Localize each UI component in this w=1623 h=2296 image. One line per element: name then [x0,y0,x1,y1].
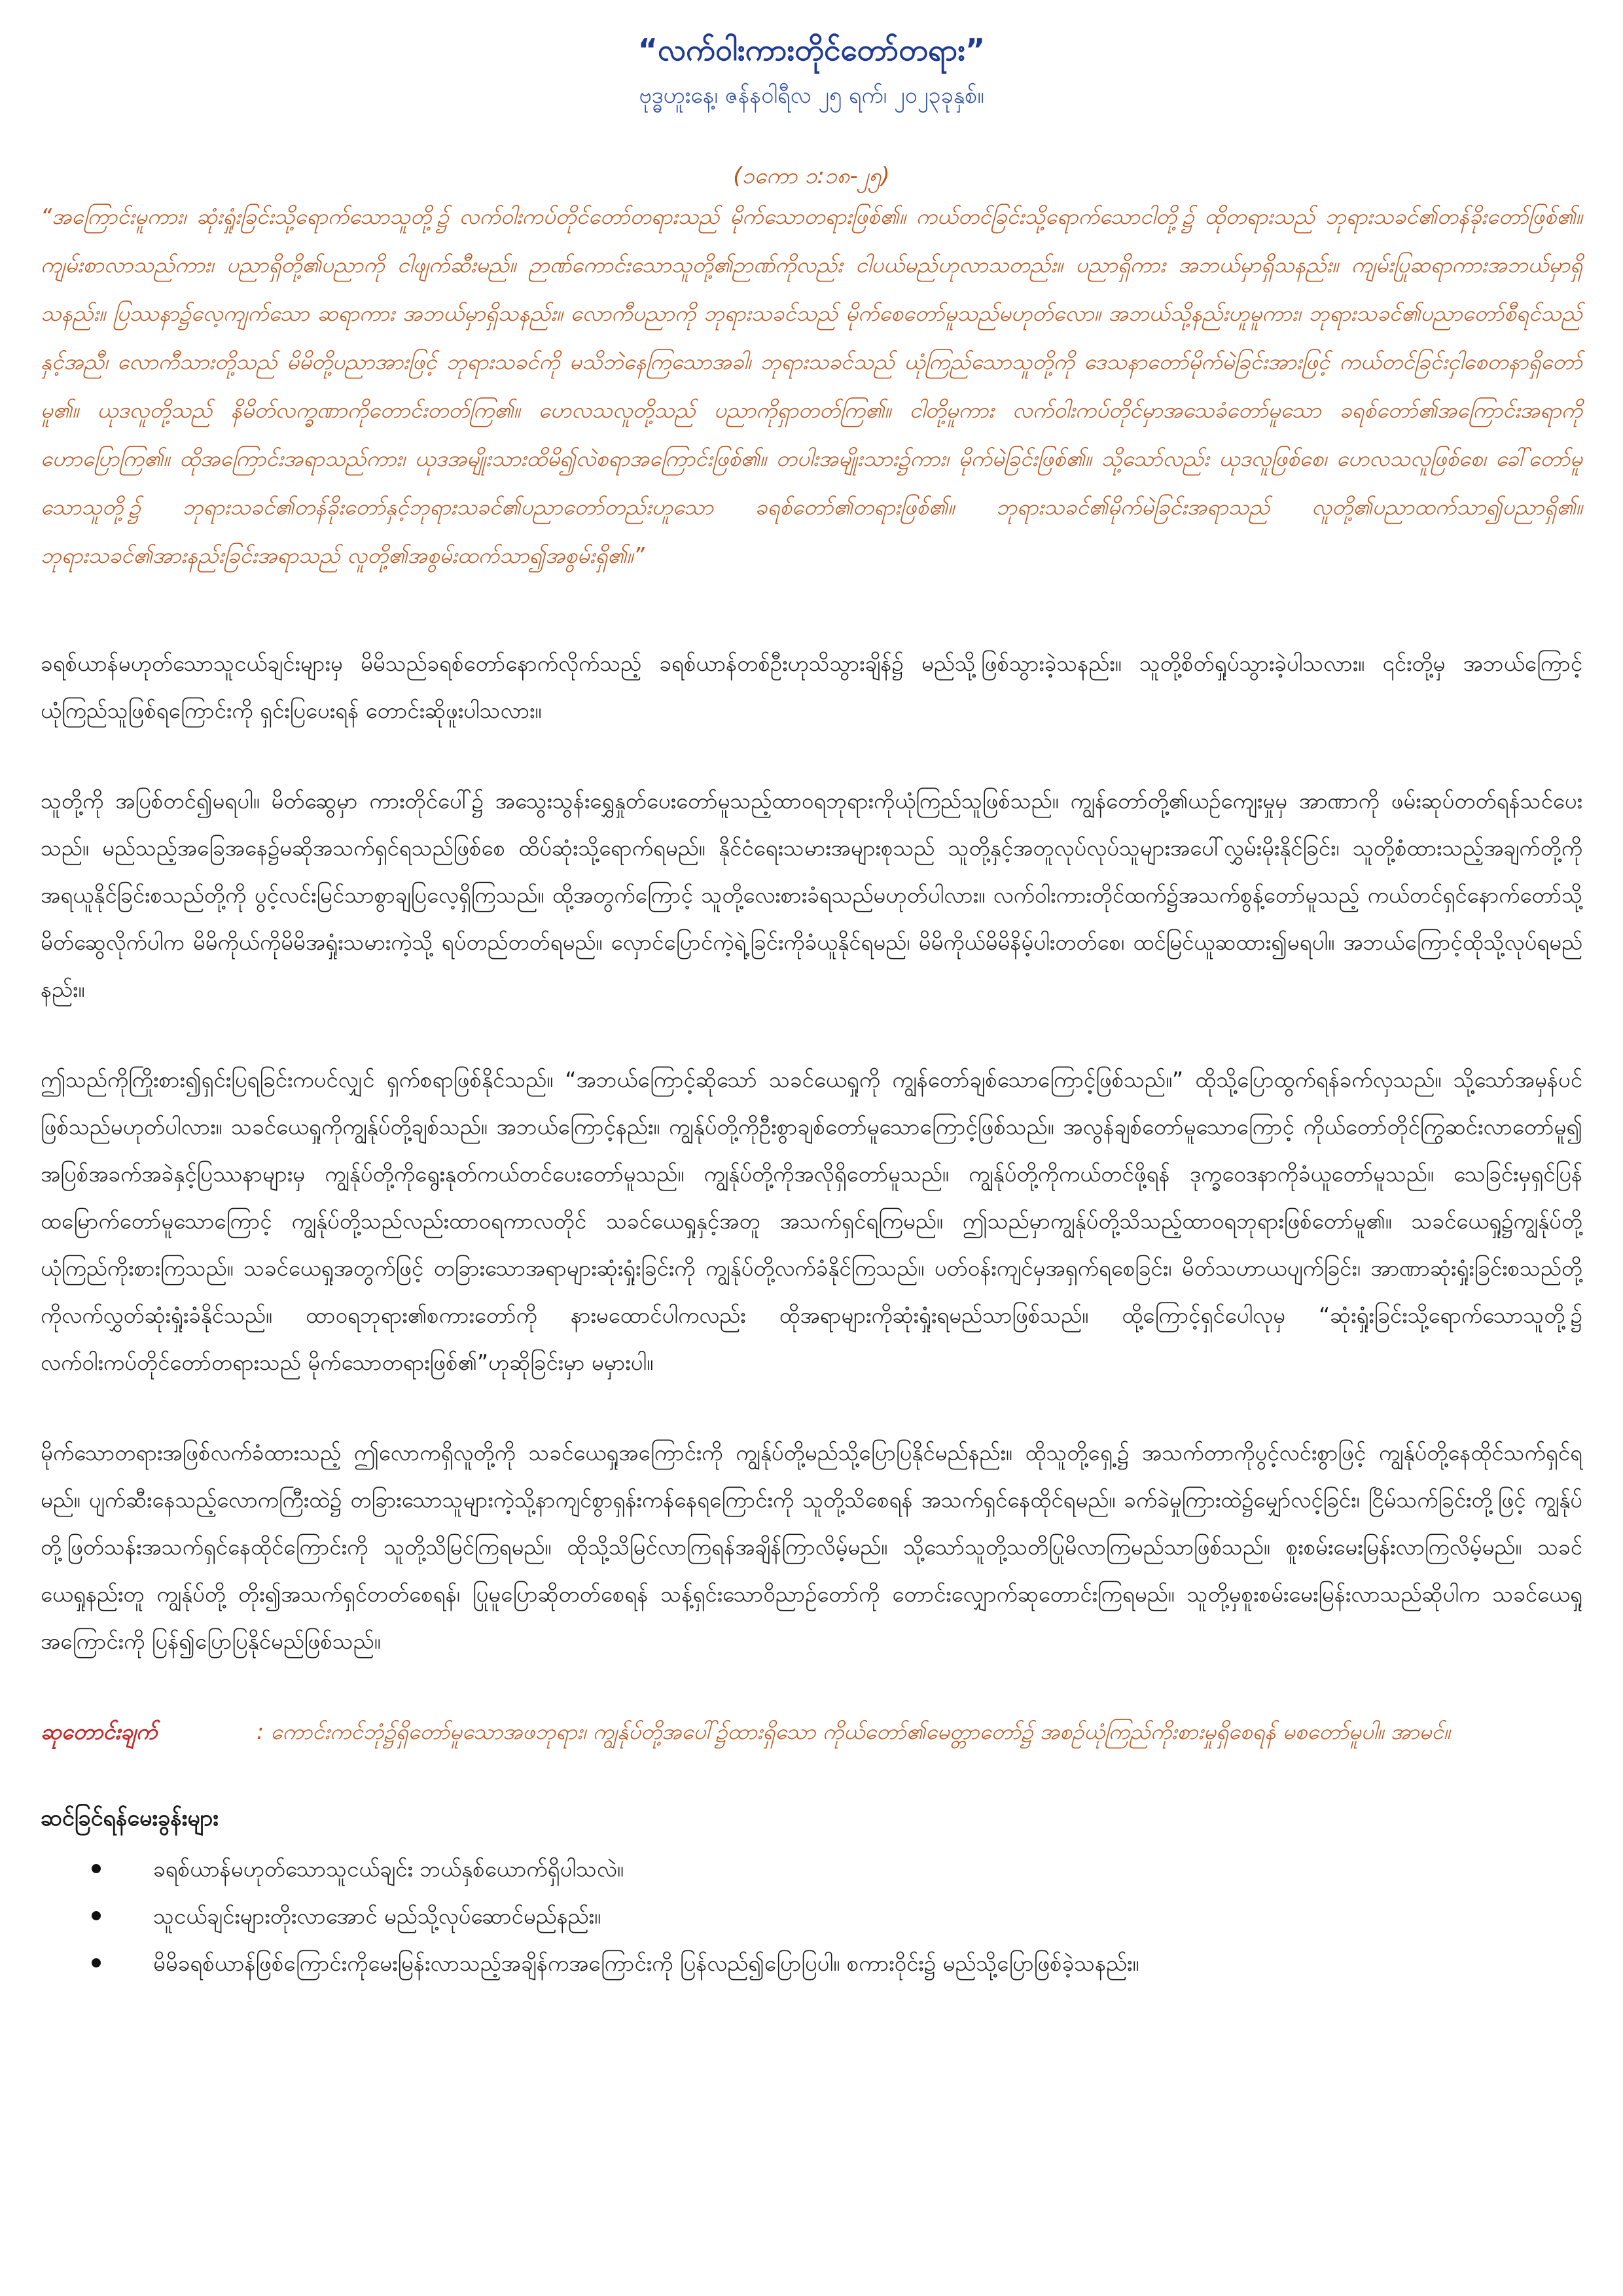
spacer [41,1386,1582,1429]
spacer [41,1755,1582,1799]
scripture-text: “အကြောင်းမူကား၊ ဆုံးရှုံးခြင်းသို့ရောက်သောသူတို့၌ လက်ဝါးကပ်တိုင်တော်တရားသည် မိုက်သောတရားဖြစ်၏။ ကယ်တင်ခြင်းသို့ရောက်သောငါတို့၌ ထိုတရားသည် ဘုရားသခင်၏တန်ခိုးတော်ဖြစ်၏။ ကျမ်းစာလာသည်ကား၊ ပညာရှိတို့၏ပညာကို ငါဖျက်ဆီးမည်။ ဉာဏ်ကောင်းသောသူတို့၏ဉာဏ်ကိုလည်း ငါပယ်မည်ဟုလာသတည်း။ ပညာရှိကား အဘယ်မှာရှိသနည်း။ ကျမ်းပြုဆရာကားအဘယ်မှာရှိသနည်း။ ပြဿနာ၌လေ့ကျက်သော ဆရာကား အဘယ်မှာရှိသနည်း။ လောကီပညာကို ဘုရားသခင်သည် မိုက်စေတော်မူသည်မဟုတ်လော။ အဘယ်သို့နည်းဟူမူကား၊ ဘုရားသခင်၏ပညာတော်စီရင်သည်နှင့်အညီ၊ လောကီသားတို့သည် မိမိတို့ပညာအားဖြင့် ဘုရားသခင်ကို မသိဘဲနေကြသောအခါ၊ ဘုရားသခင်သည် ယုံကြည်သောသူတို့ကို ဒေသနာတော်မိုက်မဲခြင်းအားဖြင့် ကယ်တင်ခြင်းငှါစေတနာရှိတော်မူ၏။ ယုဒလူတို့သည် နိမိတ်လက္ခဏာကိုတောင်းတတ်ကြ၏။ ဟေလသလူတို့သည် ပညာကိုရှာတတ်ကြ၏။ ငါတို့မူကား လက်ဝါးကပ်တိုင်မှာအသေခံတော်မူသော ခရစ်တော်၏အကြောင်းအရာကို ဟောပြောကြ၏။ ထိုအကြောင်းအရာသည်ကား၊ ယုဒအမျိုးသားထိမိ၍လဲစရာအကြောင်းဖြစ်၏။ တပါးအမျိုးသား၌ကား၊ မိုက်မဲခြင်းဖြစ်၏။ သို့သော်လည်း ယုဒလူဖြစ်စေ၊ ဟေလသလူဖြစ်စေ၊ ခေါ်တော်မူသောသူတို့၌ ဘုရားသခင်၏တန်ခိုးတော်နှင့်ဘုရားသခင်၏ပညာတော်တည်းဟူသော ခရစ်တော်၏တရားဖြစ်၏။ ဘုရားသခင်၏မိုက်မဲခြင်းအရာသည် လူတို့၏ပညာထက်သာ၍ပညာရှိ၏။ ဘုရားသခင်၏အားနည်းခြင်းအရာသည် လူတို့၏အစွမ်းထက်သာ၍အစွမ်းရှိ၏။” [41,204,1582,568]
spacer [41,580,1582,640]
prayer-label: ဆုတောင်းချက် [41,1719,158,1744]
prayer-text: : ကောင်းကင်ဘုံ၌ရှိတော်မူသောအဖဘုရား၊ ကျွန်ုပ်တို့အပေါ်၌ထားရှိသော ကိုယ်တော်၏မေတ္တာတော်၌ အစဉ်ယုံကြည်ကိုးစားမှုရှိစေရန် မစတော်မူပါ။ အာမင်။ [257,1719,1450,1744]
questions-heading: ဆင်ခြင်ရန်မေးခွန်းများ [41,1805,219,1831]
question-text: မိမိခရစ်ယာန်ဖြစ်ကြောင်းကိုမေးမြန်းလာသည့်အချိန်ကအကြောင်းကို ပြန်လည်၍ပြောပြပါ။ စကားဝိုင်း၌ မည်သို့ပြောဖြစ်ခဲ့သနည်း။ [153,1950,1139,1976]
bullet-icon [92,1958,101,1967]
spacer [41,1013,1582,1056]
question-item [41,1940,1582,1987]
question-text: သူငယ်ချင်းများတိုးလာအောင် မည်သို့လုပ်ဆောင်မည်နည်း။ [153,1903,601,1929]
spacer [41,1665,1582,1708]
spacer [41,734,1582,778]
question-text: ခရစ်ယာန်မဟုတ်သောသူငယ်ချင်း ဘယ်နှစ်ယောက်ရှိပါသလဲ။ [153,1856,624,1882]
body-paragraph-1: ခရစ်ယာန်မဟုတ်သောသူငယ်ချင်းများမှ မိမိသည်ခရစ်တော်နောက်လိုက်သည့် ခရစ်ယာန်တစ်ဦးဟုသိသွားချိန်၌ မည်သို့ဖြစ်သွားခဲ့သနည်း။ သူတို့စိတ်ရှုပ်သွားခဲ့ပါသလား။ ၎င်းတို့မှ အဘယ်ကြောင့်ယုံကြည်သူဖြစ်ရကြောင်းကို ရှင်းပြပေးရန် တောင်းဆိုဖူးပါသလား။ [41,651,1582,723]
question-item [41,1893,1582,1940]
body-paragraph-2: သူတို့ကို အပြစ်တင်၍မရပါ။ မိတ်ဆွေမှာ ကားတိုင်ပေါ်၌ အသွေးသွန်းရွှေနှုတ်ပေးတော်မူသည့်ထာဝရဘုရားကိုယုံကြည်သူဖြစ်သည်။ ကျွန်တော်တို့၏ယဉ်ကျေးမှုမှ အာဏာကို ဖမ်းဆုပ်တတ်ရန်သင်ပေးသည်။ မည်သည့်အခြေအနေ၌မဆိုအသက်ရှင်ရသည်ဖြစ်စေ ထိပ်ဆုံးသို့ရောက်ရမည်။ နိုင်ငံရေးသမားအများစုသည် သူတို့နှင့်အတူလုပ်လုပ်သူများအပေါ်လွှမ်းမိုးနိုင်ခြင်း၊ သူတို့စံထားသည့်အချက်တို့ကို အရယူနိုင်ခြင်းစသည်တို့ကို ပွင့်လင်းမြင်သာစွာချပြလေ့ရှိကြသည်။ ထို့အတွက်ကြောင့် သူတို့လေးစားခံရသည်မဟုတ်ပါလား။ လက်ဝါးကားတိုင်ထက်၌အသက်စွန့်တော်မူသည့် ကယ်တင်ရှင်နောက်တော်သို့မိတ်ဆွေလိုက်ပါက မိမိကိုယ်ကိုမိမိအရှုံးသမားကဲ့သို့ ရပ်တည်တတ်ရမည်။ လှောင်ပြောင်ကဲ့ရဲ့ခြင်းကိုခံယူနိုင်ရမည်၊ မိမိကိုယ်မိမိနိမ့်ပါးတတ်စေ၊ ထင်မြင်ယူဆထား၍မရပါ။ အဘယ်ကြောင့်ထိုသို့လုပ်ရမည်နည်း။ [41,788,1582,1002]
question-item [41,1846,1582,1893]
page-title: “လက်ဝါးကားတိုင်တော်တရား” [637,32,986,67]
body-paragraph-3: ဤသည်ကိုကြိုးစား၍ရှင်းပြရခြင်းကပင်လျှင် ရှက်စရာဖြစ်နိုင်သည်။ “အဘယ်ကြောင့်ဆိုသော် သခင်ယေရှုကို ကျွန်တော်ချစ်သောကြောင့်ဖြစ်သည်။” ထိုသို့ပြောထွက်ရန်ခက်လှသည်။ သို့သော်အမှန်ပင်ဖြစ်သည်မဟုတ်ပါလား။ သခင်ယေရှုကိုကျွန်ုပ်တို့ချစ်သည်။ အဘယ်ကြောင့်နည်း။ ကျွန်ုပ်တို့ကိုဦးစွာချစ်တော်မူသောကြောင့်ဖြစ်သည်။ အလွန်ချစ်တော်မူသောကြောင့် ကိုယ်တော်တိုင်ကြွဆင်းလာတော်မူ၍ အပြစ်အခက်အခဲနှင့်ပြဿနာများမှ ကျွန်ုပ်တို့ကိုရွေးနုတ်ကယ်တင်ပေးတော်မူသည်။ ကျွန်ုပ်တို့ကိုအလိုရှိတော်မူသည်။ ကျွန်ုပ်တို့ကိုကယ်တင်ဖို့ရန် ဒုက္ခဝေဒနာကိုခံယူတော်မူသည်။ သေခြင်းမှရှင်ပြန်ထမြောက်တော်မူသောကြောင့် ကျွန်ုပ်တို့သည်လည်းထာဝရကာလတိုင် သခင်ယေရှုနှင့်အတူ အသက်ရှင်ရကြမည်။ ဤသည်မှာကျွန်ုပ်တို့သိသည့်ထာဝရဘုရားဖြစ်တော်မူ၏။ သခင်ယေရှု၌ကျွန်ုပ်တို့ယုံကြည်ကိုးစားကြသည်။ သခင်ယေရှုအတွက်ဖြင့် တခြားသောအရာများဆုံးရှုံးခြင်းကို ကျွန်ုပ်တို့လက်ခံနိုင်ကြသည်။ ပတ်ဝန်းကျင်မှအရှက်ရစေခြင်း၊ မိတ်သဟာယပျက်ခြင်း၊ အာဏာဆုံးရှုံးခြင်းစသည်တို့ကိုလက်လွှတ်ဆုံးရှုံးခံနိုင်သည်။ ထာဝရဘုရား၏စကားတော်ကို နားမထောင်ပါကလည်း ထိုအရာများကိုဆုံးရှုံးရမည်သာဖြစ်သည်။ ထို့ကြောင့်ရှင်ပေါလုမှ “ဆုံးရှုံးခြင်းသို့ရောက်သောသူတို့၌ လက်ဝါးကပ်တိုင်တော်တရားသည် မိုက်သောတရားဖြစ်၏”ဟုဆိုခြင်းမှာ မမှားပါ။ [41,1067,1582,1375]
body-paragraph-4: မိုက်သောတရားအဖြစ်လက်ခံထားသည့် ဤလောကရှိလူတို့ကို သခင်ယေရှုအကြောင်းကို ကျွန်ုပ်တို့မည်သို့ပြောပြနိုင်မည်နည်း။ ထိုသူတို့ရှေ့၌ အသက်တာကိုပွင့်လင်းစွာဖြင့် ကျွန်ုပ်တို့နေထိုင်သက်ရှင်ရမည်။ ပျက်ဆီးနေသည့်လောကကြီးထဲ၌ တခြားသောသူများကဲ့သို့နာကျင်စွာရှန်းကန်နေရကြောင်းကို သူတို့သိစေရန် အသက်ရှင်နေထိုင်ရမည်။ ခက်ခဲမှုကြားထဲ၌မျှော်လင့်ခြင်း၊ ငြိမ်သက်ခြင်းတို့ဖြင့် ကျွန်ုပ်တို့ဖြတ်သန်းအသက်ရှင်နေထိုင်ကြောင်းကို သူတို့သိမြင်ကြရမည်။ ထိုသို့သိမြင်လာကြရန်အချိန်ကြာလိမ့်မည်။ သို့သော်သူတို့သတိပြုမိလာကြမည်သာဖြစ်သည်။ စူးစမ်းမေးမြန်းလာကြလိမ့်မည်။ သခင်ယေရှုနည်းတူ ကျွန်ုပ်တို့ တိုး၍အသက်ရှင်တတ်စေရန်၊ ပြုမူပြောဆိုတတ်စေရန် သန့်ရှင်းသောဝိညာဉ်တော်ကို တောင်းလျှောက်ဆုတောင်းကြရမည်။ သူတို့မှစူးစမ်းမေးမြန်းလာသည်ဆိုပါက သခင်ယေရှုအကြောင်းကို ပြန်၍ပြောပြနိုင်မည်ဖြစ်သည်။ [41,1440,1582,1654]
bullet-icon [92,1911,101,1920]
questions-list [41,1846,1582,1987]
bullet-icon [92,1864,101,1873]
prayer-block [41,1708,1582,1755]
date-line: ဗုဒ္ဓဟူးနေ့၊ ဇန်နဝါရီလ ၂၅ ရက်၊ ၂၀၂၃ခုနှစ်။ [639,82,984,109]
scripture-reference: (၁ကော ၁:၁၈-၂၅) [733,163,890,189]
